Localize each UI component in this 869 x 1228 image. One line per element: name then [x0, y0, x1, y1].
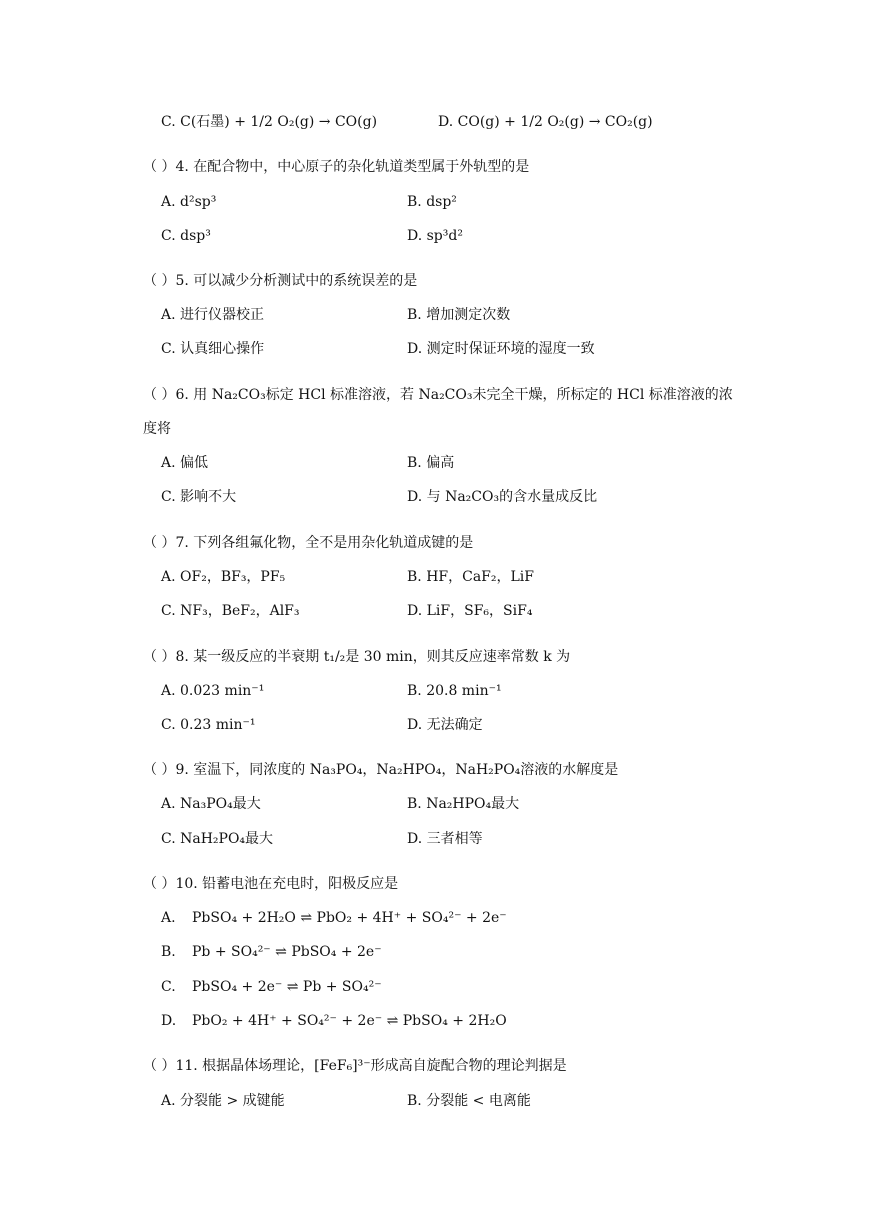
option-a: A. 0.023 min⁻¹: [161, 683, 265, 699]
option-b: B. HF，CaF₂，LiF: [407, 569, 534, 585]
option-b: B. dsp²: [407, 194, 457, 210]
option-c-label: C.: [161, 979, 176, 995]
option-a-label: A.: [161, 910, 176, 926]
option-d: PbO₂ + 4H⁺ + SO₄²⁻ + 2e⁻ ⇌ PbSO₄ + 2H₂O: [192, 1013, 507, 1029]
option-c: C. dsp³: [161, 228, 211, 244]
question-text: （ ）10. 铅蓄电池在充电时，阳极反应是: [143, 876, 399, 892]
option-c: PbSO₄ + 2e⁻ ⇌ Pb + SO₄²⁻: [192, 979, 382, 995]
option-c: C. 影响不大: [161, 489, 237, 505]
option-d-label: D.: [161, 1013, 177, 1029]
option-a: A. Na₃PO₄最大: [161, 796, 261, 812]
question-text: （ ）7. 下列各组氟化物，全不是用杂化轨道成键的是: [143, 535, 474, 551]
option-a: A. 偏低: [161, 455, 209, 471]
option-b: B. Na₂HPO₄最大: [407, 796, 520, 812]
option-b-label: B.: [161, 944, 176, 960]
question-text: （ ）8. 某一级反应的半衰期 t₁/₂是 30 min，则其反应速率常数 k 为: [143, 649, 571, 665]
option-b: B. 20.8 min⁻¹: [407, 683, 502, 699]
option-c: C. 0.23 min⁻¹: [161, 717, 256, 733]
option-d: D. LiF，SF₆，SiF₄: [407, 603, 533, 619]
question-text: （ ）5. 可以减少分析测试中的系统误差的是: [143, 273, 418, 289]
option-d: D. 三者相等: [407, 831, 483, 847]
question-text: （ ）11. 根据晶体场理论，[FeF₆]³⁻形成高自旋配合物的理论判据是: [143, 1058, 567, 1074]
option-b: B. 偏高: [407, 455, 455, 471]
question-text: （ ）9. 室温下，同浓度的 Na₃PO₄，Na₂HPO₄，NaH₂PO₄溶液的水解度是: [143, 762, 619, 778]
option-c: C. NaH₂PO₄最大: [161, 831, 274, 847]
option-c: C. 认真细心操作: [161, 341, 265, 357]
option-b: B. 增加测定次数: [407, 307, 511, 323]
option-d: D. sp³d²: [407, 228, 463, 244]
option-a: A. d²sp³: [161, 194, 217, 210]
option-d: D. 测定时保证环境的湿度一致: [407, 341, 595, 357]
option-a: PbSO₄ + 2H₂O ⇌ PbO₂ + 4H⁺ + SO₄²⁻ + 2e⁻: [192, 910, 507, 926]
question-text-line-2: 度将: [143, 421, 171, 437]
option-d: D. 与 Na₂CO₃的含水量成反比: [407, 489, 598, 505]
option-a: A. 分裂能 > 成键能: [161, 1093, 285, 1109]
q3-option-c: C. C(石墨) + 1/2 O₂(g) → CO(g): [161, 114, 378, 130]
option-b: Pb + SO₄²⁻ ⇌ PbSO₄ + 2e⁻: [192, 944, 382, 960]
question-text: （ ）4. 在配合物中，中心原子的杂化轨道类型属于外轨型的是: [143, 159, 530, 175]
question-text-line-1: （ ）6. 用 Na₂CO₃标定 HCl 标准溶液，若 Na₂CO₃未完全干燥，所标定的 HCl 标准溶液的浓: [143, 387, 733, 403]
option-a: A. OF₂，BF₃，PF₅: [161, 569, 286, 585]
option-c: C. NF₃，BeF₂，AlF₃: [161, 603, 300, 619]
option-a: A. 进行仪器校正: [161, 307, 265, 323]
option-b: B. 分裂能 < 电离能: [407, 1093, 531, 1109]
q3-option-d: D. CO(g) + 1/2 O₂(g) → CO₂(g): [438, 114, 653, 130]
option-d: D. 无法确定: [407, 717, 483, 733]
